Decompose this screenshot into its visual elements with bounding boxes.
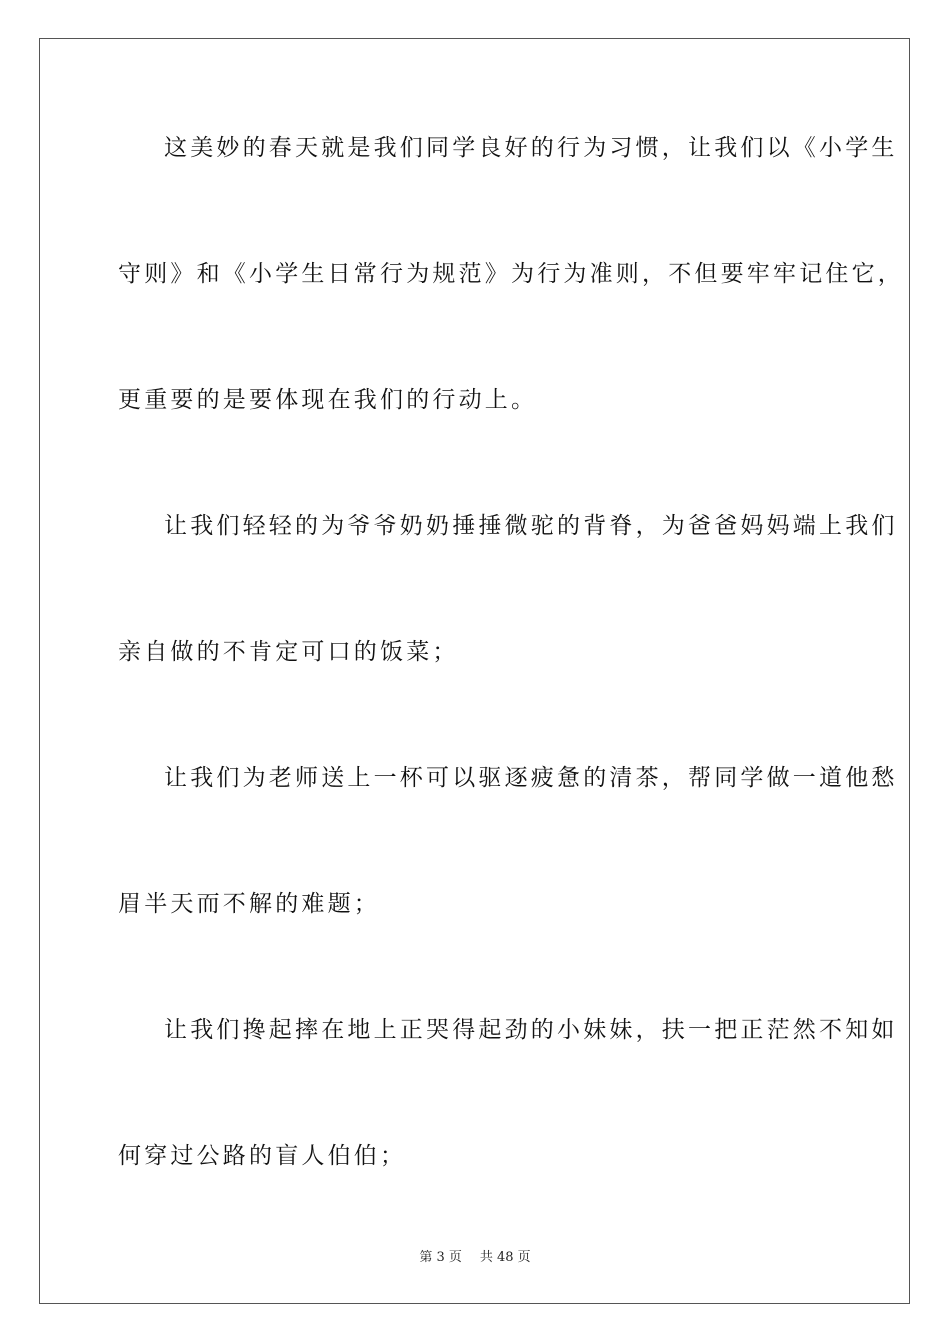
paragraph-2-line-2: 亲自做的不肯定可口的饭菜；	[118, 639, 459, 665]
paragraph-1-line-3: 更重要的是要体现在我们的行动上。	[118, 387, 538, 413]
paragraph-3-line-2: 眉半天而不解的难题；	[118, 891, 380, 917]
paragraph-4-line-1: 让我们搀起摔在地上正哭得起劲的小妹妹，扶一把正茫然不知如	[164, 1017, 898, 1043]
paragraph-4-line-2: 何穿过公路的盲人伯伯；	[118, 1143, 407, 1169]
paragraph-1-line-2: 守则》和《小学生日常行为规范》为行为准则，不但要牢牢记住它，	[118, 261, 904, 287]
paragraph-2-line-1: 让我们轻轻的为爷爷奶奶捶捶微驼的背脊，为爸爸妈妈端上我们	[164, 513, 898, 539]
paragraph-1-line-1: 这美妙的春天就是我们同学良好的行为习惯，让我们以《小学生	[164, 135, 898, 161]
page-number: 第 3 页	[419, 1250, 462, 1265]
page-total: 共 48 页	[479, 1250, 531, 1265]
page-footer	[0, 1246, 950, 1265]
paragraph-3-line-1: 让我们为老师送上一杯可以驱逐疲惫的清茶，帮同学做一道他愁	[164, 765, 898, 791]
